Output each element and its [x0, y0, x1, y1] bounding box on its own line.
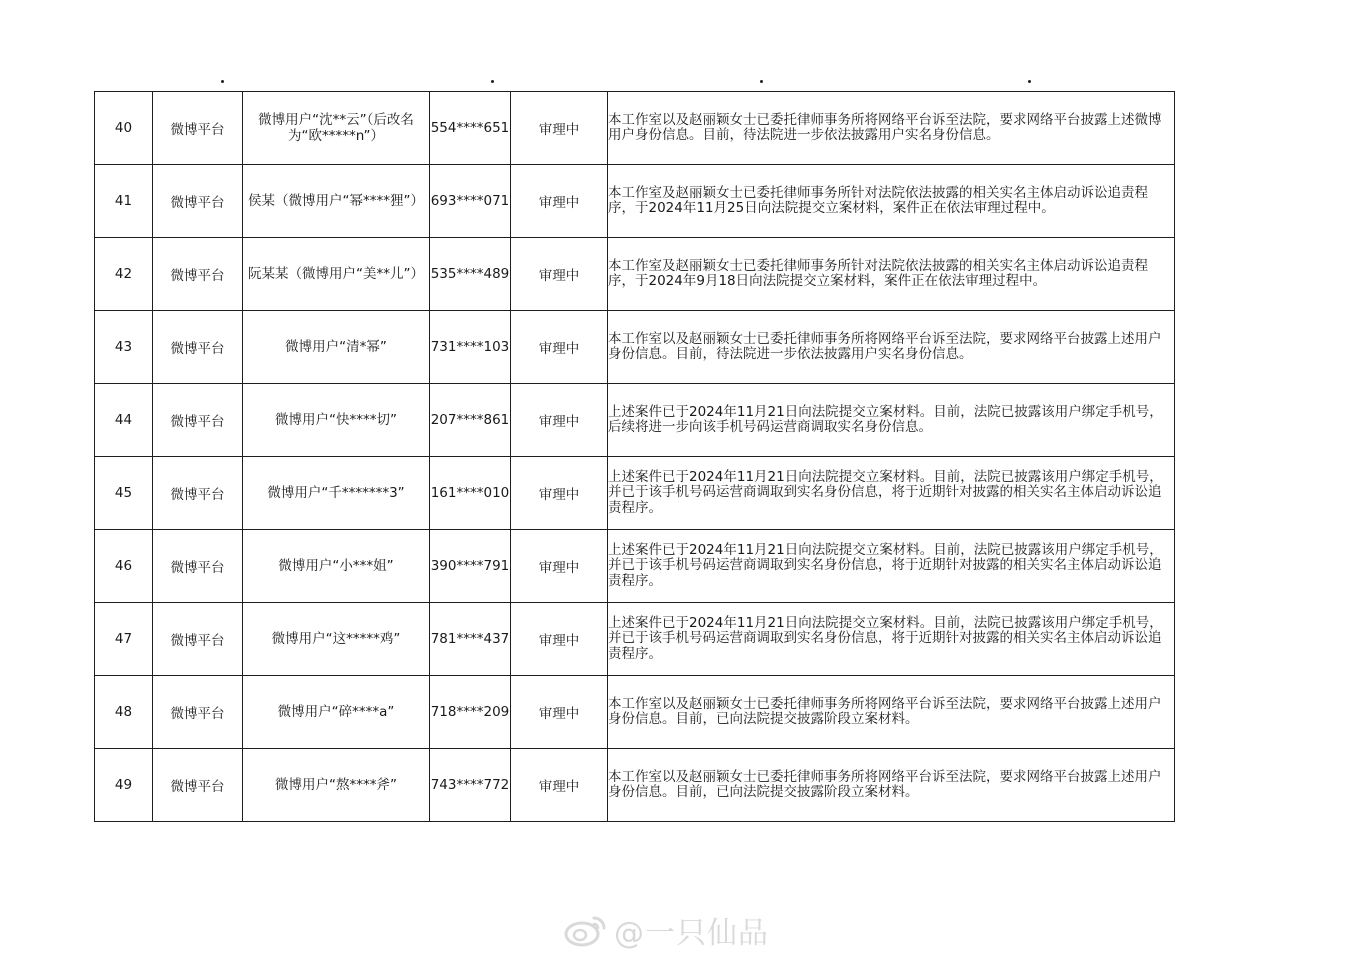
account-id: 554****651 [430, 92, 511, 165]
case-number: 48 [95, 676, 153, 749]
account-id: 731****103 [430, 311, 511, 384]
case-progress-note: 上述案件已于2024年11月21日向法院提交立案材料。目前，法院已披露该用户绑定手机号，并已于该手机号码运营商调取到实名身份信息，将于近期针对披露的相关实名主体启动诉讼追责程序。 [608, 530, 1175, 603]
account-name: 微博用户“这*****鸡” [243, 603, 430, 676]
account-id: 718****209 [430, 676, 511, 749]
table-row [95, 457, 1175, 530]
account-id: 781****437 [430, 603, 511, 676]
scan-dot [221, 80, 224, 83]
account-name: 微博用户“清*幂” [243, 311, 430, 384]
case-status: 审理中 [511, 457, 608, 530]
case-number: 47 [95, 603, 153, 676]
account-name: 微博用户“小***姐” [243, 530, 430, 603]
case-number: 44 [95, 384, 153, 457]
case-progress-note: 上述案件已于2024年11月21日向法院提交立案材料。目前，法院已披露该用户绑定手机号，后续将进一步向该手机号码运营商调取实名身份信息。 [608, 384, 1175, 457]
table-row [95, 676, 1175, 749]
case-status: 审理中 [511, 676, 608, 749]
account-name: 微博用户“熬****斧” [243, 749, 430, 822]
watermark-text: @一只仙品 [614, 916, 769, 951]
account-name: 微博用户“快****切” [243, 384, 430, 457]
table-row [95, 311, 1175, 384]
platform: 微博平台 [153, 457, 243, 530]
case-number: 45 [95, 457, 153, 530]
scan-dot [1028, 80, 1031, 83]
case-number: 40 [95, 92, 153, 165]
case-status: 审理中 [511, 238, 608, 311]
account-id: 161****010 [430, 457, 511, 530]
case-status: 审理中 [511, 92, 608, 165]
platform: 微博平台 [153, 311, 243, 384]
platform: 微博平台 [153, 530, 243, 603]
case-status: 审理中 [511, 311, 608, 384]
case-progress-note: 本工作室及赵丽颖女士已委托律师事务所针对法院依法披露的相关实名主体启动诉讼追责程序，于2024年11月25日向法院提交立案材料，案件正在依法审理过程中。 [608, 165, 1175, 238]
case-status: 审理中 [511, 603, 608, 676]
case-status: 审理中 [511, 530, 608, 603]
table-row [95, 530, 1175, 603]
case-number: 41 [95, 165, 153, 238]
account-id: 743****772 [430, 749, 511, 822]
case-progress-note: 本工作室以及赵丽颖女士已委托律师事务所将网络平台诉至法院，要求网络平台披露上述用户身份信息。目前，待法院进一步依法披露用户实名身份信息。 [608, 311, 1175, 384]
table-row [95, 238, 1175, 311]
case-table-body [95, 92, 1175, 822]
case-number: 42 [95, 238, 153, 311]
case-number: 49 [95, 749, 153, 822]
case-progress-note: 本工作室以及赵丽颖女士已委托律师事务所将网络平台诉至法院，要求网络平台披露上述微博用户身份信息。目前，待法院进一步依法披露用户实名身份信息。 [608, 92, 1175, 165]
scan-dot [491, 80, 494, 83]
case-status: 审理中 [511, 749, 608, 822]
account-id: 207****861 [430, 384, 511, 457]
table-row [95, 749, 1175, 822]
case-status: 审理中 [511, 165, 608, 238]
platform: 微博平台 [153, 238, 243, 311]
platform: 微博平台 [153, 603, 243, 676]
case-progress-note: 上述案件已于2024年11月21日向法院提交立案材料。目前，法院已披露该用户绑定手机号，并已于该手机号码运营商调取到实名身份信息，将于近期针对披露的相关实名主体启动诉讼追责程序。 [608, 457, 1175, 530]
account-id: 535****489 [430, 238, 511, 311]
watermark [564, 908, 769, 952]
case-progress-note: 本工作室以及赵丽颖女士已委托律师事务所将网络平台诉至法院，要求网络平台披露上述用户身份信息。目前，已向法院提交披露阶段立案材料。 [608, 749, 1175, 822]
platform: 微博平台 [153, 165, 243, 238]
case-number: 46 [95, 530, 153, 603]
case-progress-note: 本工作室及赵丽颖女士已委托律师事务所针对法院依法披露的相关实名主体启动诉讼追责程序，于2024年9月18日向法院提交立案材料，案件正在依法审理过程中。 [608, 238, 1175, 311]
table-row [95, 603, 1175, 676]
account-name: 微博用户“千*******3” [243, 457, 430, 530]
account-id: 693****071 [430, 165, 511, 238]
account-id: 390****791 [430, 530, 511, 603]
platform: 微博平台 [153, 384, 243, 457]
table-row [95, 165, 1175, 238]
table-row [95, 92, 1175, 165]
account-name: 侯某（微博用户“幂****狸”） [243, 165, 430, 238]
case-number: 43 [95, 311, 153, 384]
platform: 微博平台 [153, 676, 243, 749]
weibo-logo-icon [564, 912, 608, 948]
case-progress-note: 本工作室以及赵丽颖女士已委托律师事务所将网络平台诉至法院，要求网络平台披露上述用户身份信息。目前，已向法院提交披露阶段立案材料。 [608, 676, 1175, 749]
table-row [95, 384, 1175, 457]
case-table [94, 91, 1175, 822]
platform: 微博平台 [153, 749, 243, 822]
case-progress-note: 上述案件已于2024年11月21日向法院提交立案材料。目前，法院已披露该用户绑定手机号，并已于该手机号码运营商调取到实名身份信息，将于近期针对披露的相关实名主体启动诉讼追责程序。 [608, 603, 1175, 676]
account-name: 微博用户“碎****a” [243, 676, 430, 749]
scan-dot [760, 80, 763, 83]
platform: 微博平台 [153, 92, 243, 165]
account-name: 阮某某（微博用户“美**儿”） [243, 238, 430, 311]
account-name: 微博用户“沈**云”（后改名为“欧*****n”） [243, 92, 430, 165]
case-status: 审理中 [511, 384, 608, 457]
